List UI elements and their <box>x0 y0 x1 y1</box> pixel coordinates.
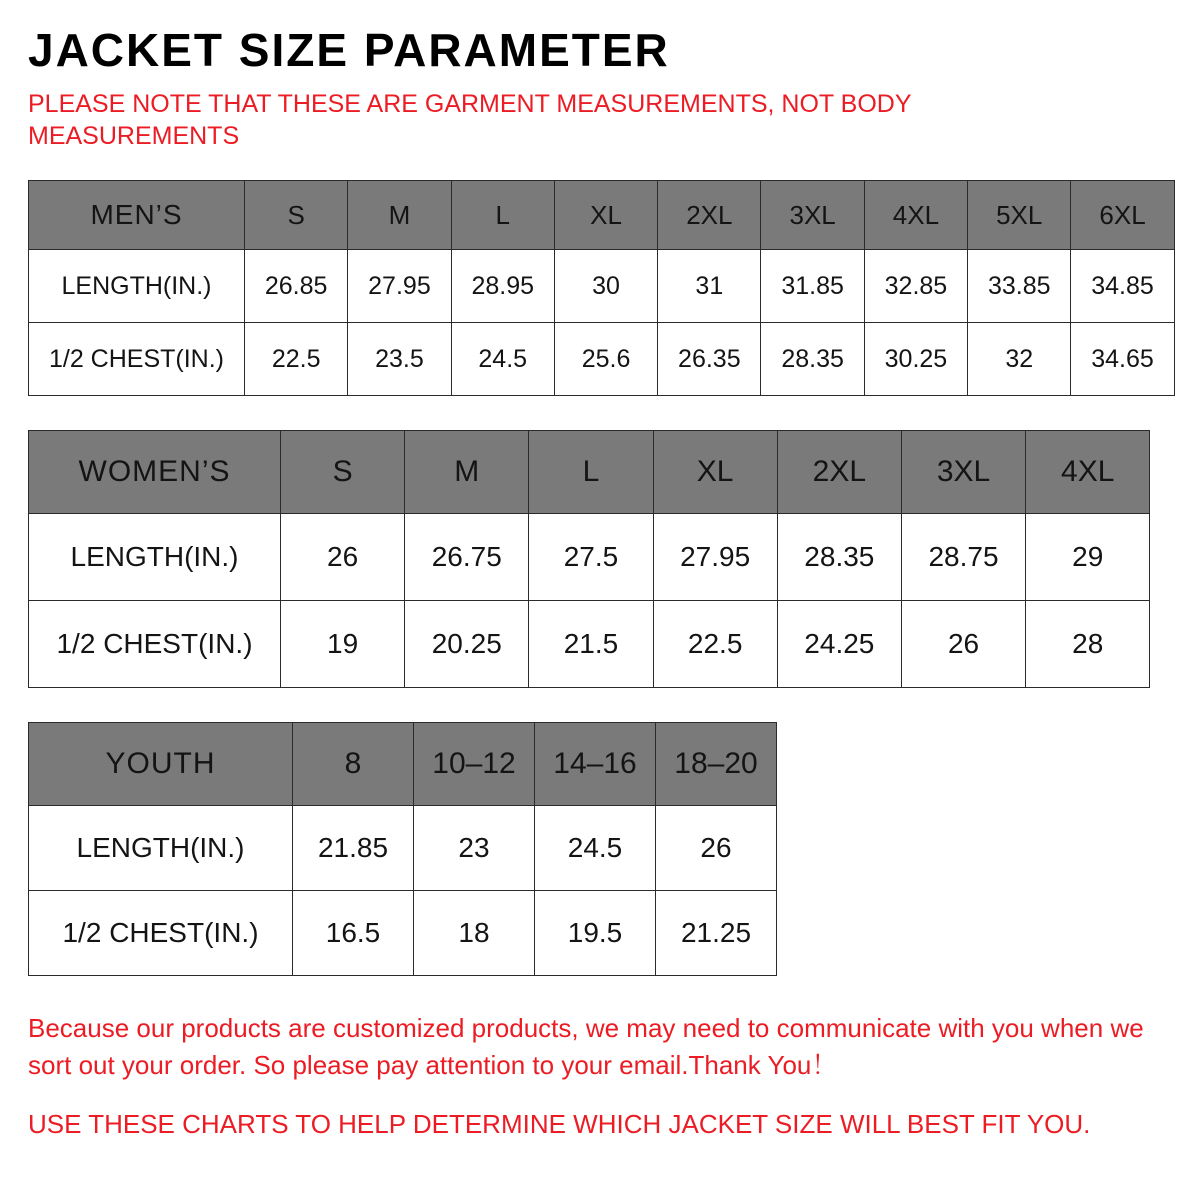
womens-size-header: 2XL <box>777 431 901 514</box>
cell-value: 23.5 <box>348 323 451 396</box>
cell-value: 28.95 <box>451 250 554 323</box>
cell-value: 21.25 <box>656 891 777 976</box>
youth-table-label: YOUTH <box>29 723 293 806</box>
row-label: LENGTH(IN.) <box>29 514 281 601</box>
table-row <box>29 601 1150 688</box>
cell-value: 31.85 <box>761 250 864 323</box>
cell-value: 18 <box>414 891 535 976</box>
cell-value: 27.95 <box>653 514 777 601</box>
cell-value: 27.5 <box>529 514 653 601</box>
youth-size-header: 10–12 <box>414 723 535 806</box>
youth-size-table <box>28 722 777 976</box>
womens-size-header: 3XL <box>901 431 1025 514</box>
mens-size-table <box>28 180 1175 396</box>
cell-value: 19 <box>281 601 405 688</box>
row-label: 1/2 CHEST(IN.) <box>29 601 281 688</box>
cell-value: 22.5 <box>245 323 348 396</box>
mens-size-header: 4XL <box>864 181 967 250</box>
mens-size-header: 6XL <box>1071 181 1174 250</box>
cell-value: 26.85 <box>245 250 348 323</box>
cell-value: 23 <box>414 806 535 891</box>
mens-size-header: L <box>451 181 554 250</box>
cell-value: 28.35 <box>777 514 901 601</box>
mens-size-header: XL <box>554 181 657 250</box>
cell-value: 27.95 <box>348 250 451 323</box>
womens-size-table <box>28 430 1150 688</box>
cell-value: 32.85 <box>864 250 967 323</box>
womens-size-header: XL <box>653 431 777 514</box>
mens-size-header: 3XL <box>761 181 864 250</box>
mens-size-header: 5XL <box>968 181 1071 250</box>
cell-value: 28 <box>1026 601 1150 688</box>
chart-usage-note: USE THESE CHARTS TO HELP DETERMINE WHICH JACKET SIZE WILL BEST FIT YOU. <box>28 1109 1091 1140</box>
cell-value: 34.65 <box>1071 323 1174 396</box>
womens-size-header: L <box>529 431 653 514</box>
mens-size-header: S <box>245 181 348 250</box>
cell-value: 28.35 <box>761 323 864 396</box>
womens-table-label: WOMEN’S <box>29 431 281 514</box>
mens-size-header: 2XL <box>658 181 761 250</box>
cell-value: 26 <box>281 514 405 601</box>
customization-note: Because our products are customized products, we may need to communicate with you when we sort out your order. So please pay attention to your email.Thank You！ <box>28 1013 1144 1081</box>
row-label: 1/2 CHEST(IN.) <box>29 891 293 976</box>
cell-value: 30 <box>554 250 657 323</box>
cell-value: 30.25 <box>864 323 967 396</box>
cell-value: 31 <box>658 250 761 323</box>
cell-value: 26 <box>901 601 1025 688</box>
youth-header-row <box>29 723 777 806</box>
cell-value: 26.75 <box>405 514 529 601</box>
cell-value: 16.5 <box>293 891 414 976</box>
cell-value: 20.25 <box>405 601 529 688</box>
table-row <box>29 891 777 976</box>
youth-size-header: 14–16 <box>535 723 656 806</box>
cell-value: 24.25 <box>777 601 901 688</box>
cell-value: 24.5 <box>535 806 656 891</box>
cell-value: 32 <box>968 323 1071 396</box>
table-row <box>29 514 1150 601</box>
womens-size-header: M <box>405 431 529 514</box>
mens-table-label: MEN’S <box>29 181 245 250</box>
page-title: JACKET SIZE PARAMETER <box>28 24 670 76</box>
cell-value: 34.85 <box>1071 250 1174 323</box>
mens-size-header: M <box>348 181 451 250</box>
youth-size-header: 8 <box>293 723 414 806</box>
cell-value: 33.85 <box>968 250 1071 323</box>
row-label: LENGTH(IN.) <box>29 806 293 891</box>
cell-value: 19.5 <box>535 891 656 976</box>
table-row <box>29 806 777 891</box>
cell-value: 28.75 <box>901 514 1025 601</box>
cell-value: 26.35 <box>658 323 761 396</box>
cell-value: 22.5 <box>653 601 777 688</box>
youth-size-header: 18–20 <box>656 723 777 806</box>
table-row <box>29 250 1175 323</box>
womens-header-row <box>29 431 1150 514</box>
row-label: LENGTH(IN.) <box>29 250 245 323</box>
mens-header-row <box>29 181 1175 250</box>
cell-value: 21.85 <box>293 806 414 891</box>
row-label: 1/2 CHEST(IN.) <box>29 323 245 396</box>
cell-value: 24.5 <box>451 323 554 396</box>
womens-size-header: S <box>281 431 405 514</box>
table-row <box>29 323 1175 396</box>
womens-size-header: 4XL <box>1026 431 1150 514</box>
cell-value: 21.5 <box>529 601 653 688</box>
cell-value: 26 <box>656 806 777 891</box>
cell-value: 29 <box>1026 514 1150 601</box>
garment-measurement-note: PLEASE NOTE THAT THESE ARE GARMENT MEASUREMENTS, NOT BODY MEASUREMENTS <box>28 90 912 151</box>
cell-value: 25.6 <box>554 323 657 396</box>
